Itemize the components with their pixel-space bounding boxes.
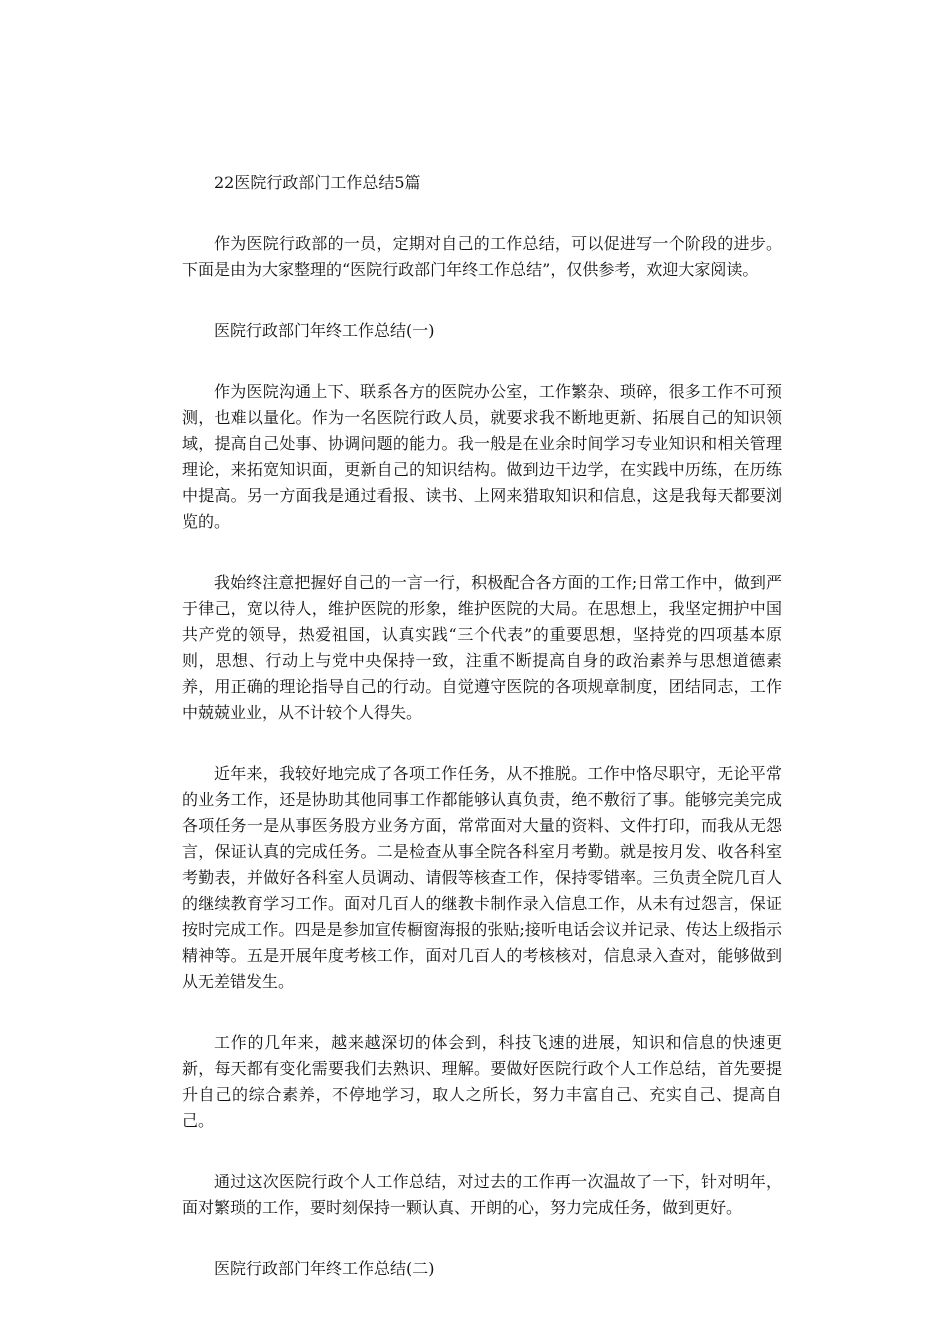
document-body <box>182 170 782 1317</box>
body-paragraph: 通过这次医院行政个人工作总结，对过去的工作再一次温故了一下，针对明年，面对繁琐的工作，要时刻保持一颗认真、开朗的心，努力完成任务，做到更好。 <box>182 1172 782 1217</box>
body-paragraph: 作为医院沟通上下、联系各方的医院办公室，工作繁杂、琐碎，很多工作不可预测，也难以量化。作为一名医院行政人员，就要求我不断地更新、拓展自己的知识领域，提高自己处事、协调问题的能力。我一般是在业余时间学习专业知识和相关管理理论，来拓宽知识面，更新自己的知识结构。做到边干边学，在实践中历练，在历练中提高。另一方面我是通过看报、读书、上网来猎取知识和信息，这是我每天都要浏览的。 <box>182 382 782 531</box>
document-title: 22医院行政部门工作总结5篇 <box>214 173 421 192</box>
section-heading-2: 医院行政部门年终工作总结(二) <box>214 1259 435 1278</box>
intro-paragraph: 作为医院行政部的一员，定期对自己的工作总结，可以促进写一个阶段的进步。下面是由为大家整理的“医院行政部门年终工作总结”，仅供参考，欢迎大家阅读。 <box>182 234 782 279</box>
body-paragraph: 工作的几年来，越来越深切的体会到，科技飞速的进展，知识和信息的快速更新，每天都有变化需要我们去熟识、理解。要做好医院行政个人工作总结，首先要提升自己的综合素养，不停地学习，取人之所长，努力丰富自己、充实自己、提高自己。 <box>182 1033 782 1130</box>
section-heading-1: 医院行政部门年终工作总结(一) <box>214 321 435 340</box>
body-paragraph: 近年来，我较好地完成了各项工作任务，从不推脱。工作中恪尽职守，无论平常的业务工作，还是协助其他同事工作都能够认真负责，绝不敷衍了事。能够完美完成各项任务一是从事医务股方业务方面，常常面对大量的资料、文件打印，而我从无怨言，保证认真的完成任务。二是检查从事全院各科室月考勤。就是按月发、收各科室考勤表，并做好各科室人员调动、请假等核查工作，保持零错率。三负责全院几百人的继续教育学习工作。面对几百人的继教卡制作录入信息工作，从未有过怨言，保证按时完成工作。四是是参加宣传橱窗海报的张贴;接听电话会议并记录、传达上级指示精神等。五是开展年度考核工作，面对几百人的考核核对，信息录入查对，能够做到从无差错发生。 <box>182 764 782 991</box>
body-paragraph: 我始终注意把握好自己的一言一行，积极配合各方面的工作;日常工作中，做到严于律己，宽以待人，维护医院的形象，维护医院的大局。在思想上，我坚定拥护中国共产党的领导，热爱祖国，认真实践“三个代表”的重要思想，坚持党的四项基本原则，思想、行动上与党中央保持一致，注重不断提高自身的政治素养与思想道德素养，用正确的理论指导自己的行动。自觉遵守医院的各项规章制度，团结同志，工作中兢兢业业，从不计较个人得失。 <box>182 573 782 722</box>
